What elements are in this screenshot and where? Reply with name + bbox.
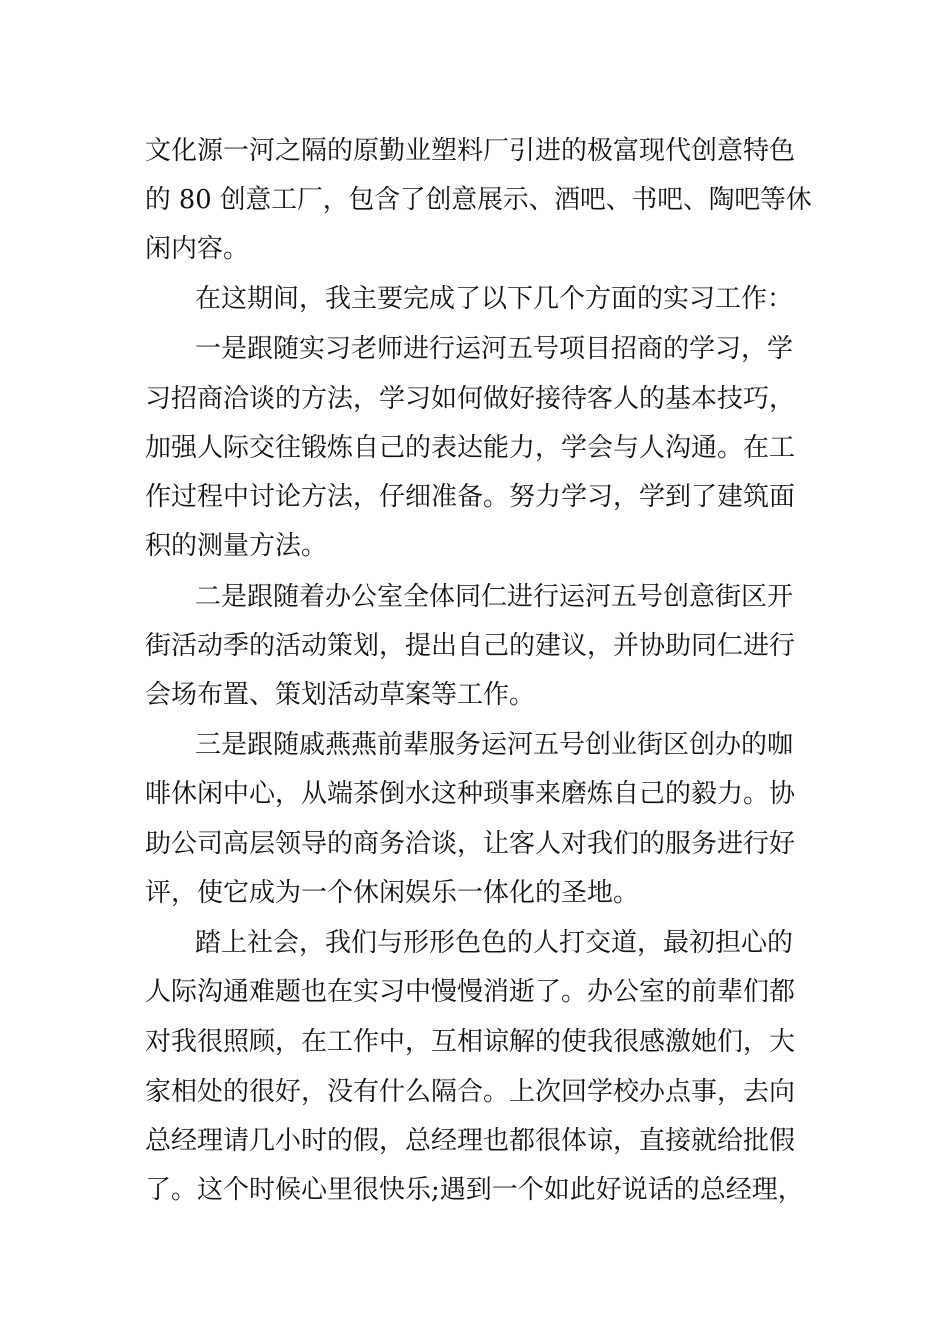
- text-line-19: 对我很照顾，在工作中，互相谅解的使我很感激她们，大: [145, 1027, 796, 1057]
- text-line-16: 评，使它成为一个休闲娱乐一体化的圣地。: [145, 878, 640, 908]
- text-line-9: 积的测量方法。: [145, 531, 328, 561]
- text-line-22: 了。这个时候心里很快乐;遇到一个如此好说话的总经理，: [145, 1175, 804, 1205]
- text-line-13: 三是跟随戚燕燕前辈服务运河五号创业街区创办的咖: [195, 730, 794, 760]
- text-line-12: 会场布置、策划活动草案等工作。: [145, 680, 536, 710]
- text-line-8: 作过程中讨论方法，仔细准备。努力学习，学到了建筑面: [145, 482, 796, 512]
- text-line-18: 人际沟通难题也在实习中慢慢消逝了。办公室的前辈们都: [145, 977, 796, 1007]
- text-line-7: 加强人际交往锻炼自己的表达能力，学会与人沟通。在工: [145, 433, 796, 463]
- text-line-6: 习招商洽谈的方法，学习如何做好接待客人的基本技巧，: [145, 384, 796, 414]
- text-line-15: 助公司高层领导的商务洽谈，让客人对我们的服务进行好: [145, 829, 796, 859]
- text-line-21: 总经理请几小时的假，总经理也都很体谅，直接就给批假: [145, 1126, 796, 1156]
- text-line-11: 街活动季的活动策划，提出自己的建议，并协助同仁进行: [145, 631, 796, 661]
- text-line-14: 啡休闲中心，从端茶倒水这种琐事来磨炼自己的毅力。协: [145, 779, 796, 809]
- text-line-1: 文化源一河之隔的原勤业塑料厂引进的极富现代创意特色: [145, 136, 796, 166]
- text-line-20: 家相处的很好，没有什么隔合。上次回学校办点事，去向: [145, 1077, 796, 1107]
- text-line-2: 的 80 创意工厂，包含了创意展示、酒吧、书吧、陶吧等休: [145, 185, 812, 215]
- text-line-10: 二是跟随着办公室全体同仁进行运河五号创意街区开: [195, 582, 794, 612]
- text-line-4: 在这期间，我主要完成了以下几个方面的实习工作：: [195, 284, 794, 314]
- text-line-3: 闲内容。: [145, 234, 250, 264]
- text-line-5: 一是跟随实习老师进行运河五号项目招商的学习，学: [195, 334, 794, 364]
- text-line-17: 踏上社会，我们与形形色色的人打交道，最初担心的: [195, 928, 794, 958]
